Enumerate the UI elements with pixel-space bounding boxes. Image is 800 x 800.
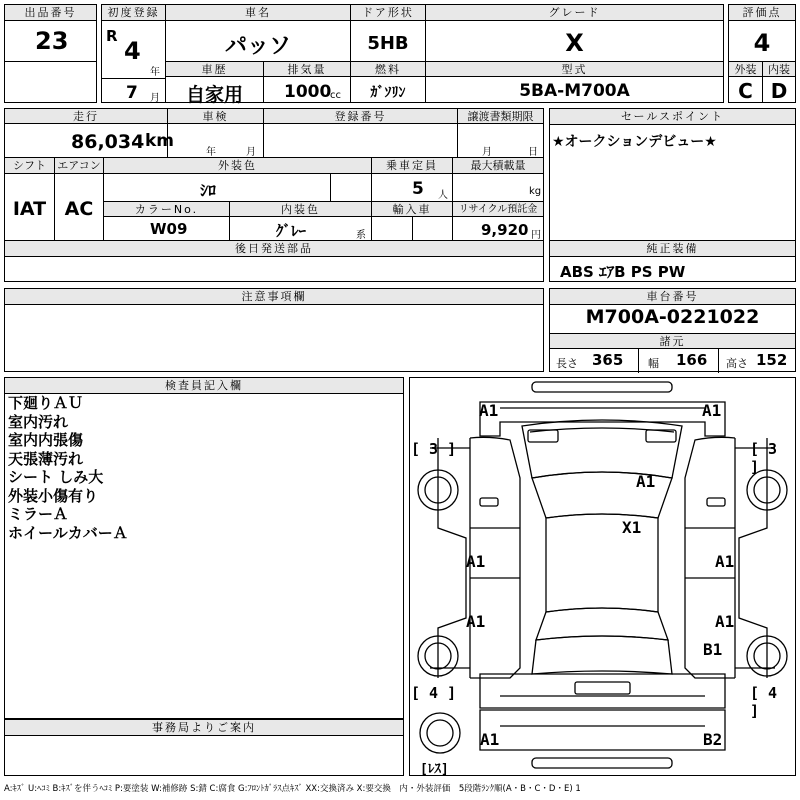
ext-color-box (103, 157, 372, 202)
shift-label: シフト (5, 158, 54, 174)
int-color-unit: 系 (356, 230, 366, 241)
inspection-month-unit: 月 (246, 147, 256, 158)
tire-rear-left: [ 4 ] (411, 684, 457, 702)
width-label: 幅 (648, 357, 659, 370)
grade-box (425, 4, 724, 62)
damage-mark: A1 (466, 612, 486, 631)
transfer-month-unit: 月 (482, 147, 492, 158)
model-label: 型式 (426, 62, 723, 77)
inspection-box (167, 108, 264, 158)
damage-mark: X1 (622, 518, 642, 537)
score-box (728, 4, 796, 62)
max-load-label: 最大積載量 (453, 158, 543, 174)
interior-grade: D (770, 79, 788, 103)
damage-mark: A1 (480, 730, 500, 749)
era: R (106, 27, 118, 45)
month-unit: 月 (150, 93, 160, 104)
reg-number-label: 登録番号 (264, 109, 457, 124)
int-color-box (229, 201, 372, 241)
lot-number-box (4, 4, 97, 62)
lot-number: 23 (35, 27, 69, 55)
mileage: 86,034 (71, 131, 145, 153)
inspection-year-unit: 年 (206, 147, 216, 158)
capacity: 5 (412, 179, 424, 199)
score: 4 (753, 29, 771, 57)
inspector-notes (8, 394, 128, 542)
damage-mark: A1 (715, 612, 735, 631)
inspector-line: シート しみ大 (8, 468, 104, 486)
inspector-line: 天張薄汚れ (8, 449, 84, 468)
office-box (4, 719, 404, 776)
interior-box (762, 61, 796, 103)
chassis-number: M700A-0221022 (585, 306, 760, 328)
color-no-box (103, 201, 230, 241)
displacement-label: 排気量 (264, 62, 350, 77)
spec-label: 諸元 (550, 334, 795, 349)
damage-mark: A1 (466, 552, 486, 571)
recycle-unit: 円 (531, 230, 541, 241)
door-type: 5HB (367, 33, 409, 54)
lot-blank-box (4, 61, 97, 103)
exterior-box (728, 61, 763, 103)
inspector-line: 室内汚れ (8, 412, 69, 431)
damage-mark: A1 (702, 401, 722, 420)
inspection-label: 車検 (168, 109, 263, 124)
exterior-grade: C (738, 79, 753, 103)
transfer-day-unit: 日 (528, 147, 538, 158)
length: 365 (592, 351, 624, 369)
registration-year: 4 (124, 37, 141, 65)
first-registration-label: 初度登録 (102, 5, 165, 21)
history-box (165, 61, 264, 106)
shift-box (4, 157, 55, 241)
tire-front-left: [ 3 ] (411, 440, 457, 458)
door-label: ドア形状 (351, 5, 425, 21)
inspector-line: 下廻りＡＵ (8, 394, 84, 412)
model: 5BA-M700A (519, 81, 630, 101)
damage-mark: A1 (715, 552, 735, 571)
inspector-line: 室内内張傷 (8, 431, 84, 449)
transfer-label: 譲渡書類期限 (458, 109, 543, 124)
chassis-label: 車台番号 (550, 289, 795, 305)
height-label: 高さ (726, 357, 748, 370)
tire-front-right: [ 3 ] (750, 440, 778, 476)
history-label: 車歴 (166, 62, 263, 77)
inspector-line: 外装小傷有り (8, 486, 99, 505)
transfer-box (457, 108, 544, 158)
length-label: 長さ (556, 357, 578, 370)
width: 166 (676, 351, 708, 369)
color-no-label: カラーNo. (104, 202, 229, 217)
equipment-label: 純正装備 (550, 241, 795, 257)
import-label: 輸入車 (372, 202, 452, 217)
damage-mark: B2 (703, 730, 723, 749)
spare-tire: [ﾚｽ] (420, 762, 449, 777)
equipment: ABS ｴｱB PS PW (560, 263, 686, 281)
door-box (350, 4, 426, 62)
car-diagram-box (409, 377, 796, 776)
grade: X (565, 29, 584, 57)
score-label: 評価点 (729, 5, 795, 21)
max-load-unit: kg (529, 186, 542, 197)
fuel-box (350, 61, 426, 103)
car-diagram (410, 378, 795, 775)
color-no: W09 (150, 220, 188, 238)
shift: IAT (12, 198, 47, 220)
displacement-unit: cc (330, 90, 341, 101)
ac: AC (64, 198, 94, 220)
import-box (371, 201, 453, 241)
ext-color-label: 外装色 (104, 158, 371, 174)
interior-label: 内装 (763, 62, 795, 77)
fuel-label: 燃料 (351, 62, 425, 77)
first-registration-box (101, 4, 166, 103)
recycle-label: リサイクル預託金 (453, 202, 543, 217)
notes-label: 注意事項欄 (5, 289, 543, 305)
inspector-line: ホイールカバーＡ (8, 523, 128, 542)
height: 152 (756, 351, 788, 369)
history: 自家用 (185, 84, 243, 106)
mileage-box (4, 108, 175, 158)
parts-box (4, 240, 544, 282)
inspector-line: ミラーＡ (8, 505, 69, 523)
sales-point-label: セールスポイント (550, 109, 795, 125)
car-name-box (165, 4, 351, 62)
grade-label: グレード (426, 5, 723, 21)
fuel: ｶﾞｿﾘﾝ (370, 85, 406, 101)
displacement-box (263, 61, 351, 103)
equipment-box (549, 240, 796, 282)
parts-label: 後日発送部品 (5, 241, 543, 257)
capacity-unit: 人 (438, 190, 448, 201)
notes-box (4, 288, 544, 372)
lot-number-label: 出品番号 (5, 5, 96, 21)
sales-point-box (549, 108, 796, 241)
displacement: 1000 (284, 82, 332, 102)
office-label: 事務局よりご案内 (5, 720, 403, 736)
ext-color: ｼﾛ (200, 181, 217, 200)
model-box (425, 61, 724, 103)
capacity-label: 乗車定員 (372, 158, 452, 174)
recycle: 9,920 (481, 221, 529, 239)
mileage-label: 走行 (5, 109, 167, 124)
registration-month: 7 (126, 83, 138, 103)
chassis-box (549, 288, 796, 372)
inspector-label: 検査員記入欄 (5, 378, 403, 394)
damage-mark: A1 (479, 401, 499, 420)
int-color-label: 内装色 (230, 202, 371, 217)
ac-label: エアコン (55, 158, 103, 174)
damage-mark: A1 (636, 472, 656, 491)
recycle-box (452, 201, 544, 241)
tire-rear-right: [ 4 ] (750, 684, 778, 720)
year-unit: 年 (150, 67, 160, 78)
damage-mark: B1 (703, 640, 723, 659)
reg-number-box (263, 108, 458, 158)
int-color: ｸﾞﾚｰ (276, 222, 307, 240)
car-name: パッソ (224, 34, 291, 59)
mileage-unit: km (145, 131, 175, 151)
max-load-box (452, 157, 544, 202)
legend: A:ｷｽﾞ U:ﾍｺﾐ B:ｷｽﾞを伴うﾍｺﾐ P:要塗装 W:補修跡 S:錆 C:腐食 G:ﾌﾛﾝﾄｶﾞﾗｽ点ｷｽﾞ XX:交換済み X:要交換 内・外装評価 5段階ﾗﾝｸ順(A・B・C・D・E) 1 (4, 784, 581, 794)
car-name-label: 車名 (166, 5, 350, 21)
capacity-box (371, 157, 453, 202)
exterior-label: 外装 (729, 62, 762, 77)
ac-box (54, 157, 104, 241)
sales-point: ★オークションデビュー★ (552, 134, 717, 150)
